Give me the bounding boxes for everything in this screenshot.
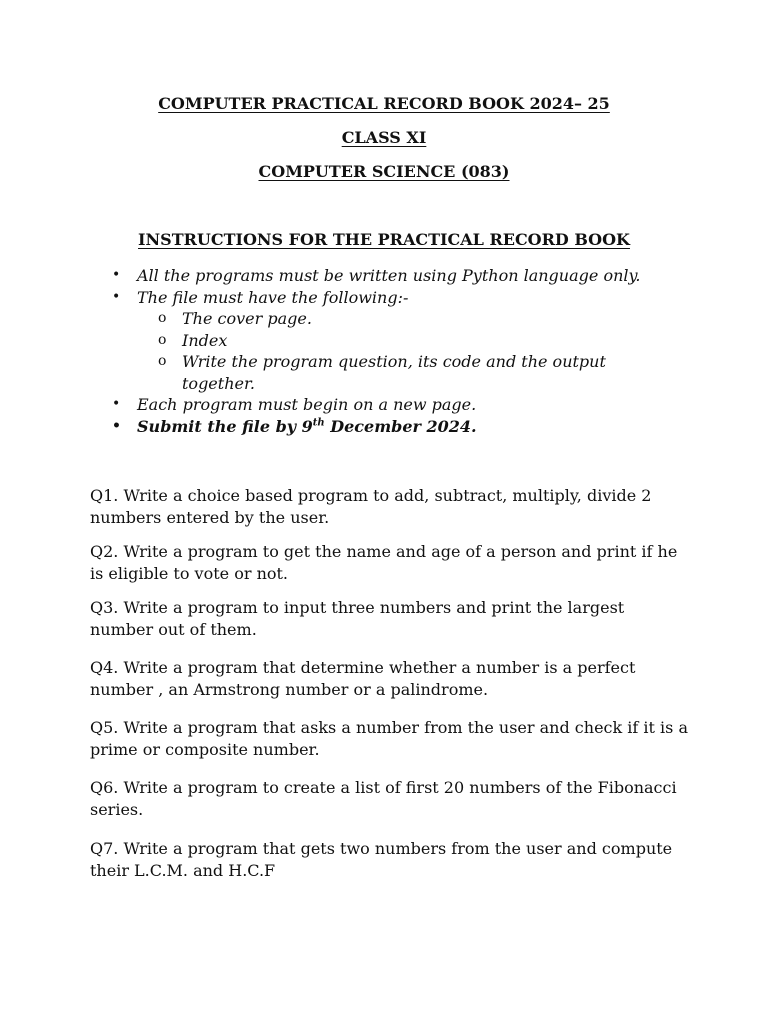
instruction-item bbox=[108, 265, 708, 287]
submission-deadline-prefix: Submit the file by 9 bbox=[137, 416, 313, 436]
subject-heading bbox=[0, 162, 768, 182]
submission-deadline-item bbox=[108, 416, 708, 438]
instructions-heading-text: INSTRUCTIONS FOR THE PRACTICAL RECORD BOOK bbox=[138, 230, 630, 249]
sub-instruction-item bbox=[137, 330, 622, 352]
ordinal-suffix: th bbox=[312, 417, 325, 429]
submission-deadline-suffix: December 2024. bbox=[324, 416, 477, 436]
bullet-icon: • bbox=[112, 267, 121, 283]
document-title bbox=[0, 94, 768, 114]
bullet-icon: • bbox=[112, 417, 121, 434]
instruction-item bbox=[108, 394, 708, 416]
subject-heading-text: COMPUTER SCIENCE (083) bbox=[258, 162, 510, 181]
sub-instruction-text: Index bbox=[182, 330, 228, 350]
circle-bullet-icon: o bbox=[158, 331, 167, 348]
question-1: Q1. Write a choice based program to add, subtract, multiply, divide 2 numbers entered by the user. bbox=[90, 486, 652, 527]
circle-bullet-icon: o bbox=[158, 310, 167, 326]
sub-instruction-item bbox=[137, 308, 622, 330]
question-7: Q7. Write a program that gets two numbers from the user and compute their L.C.M. and H.C.F bbox=[90, 839, 673, 880]
sub-instruction-text: Write the program question, its code and the output together. bbox=[182, 352, 606, 393]
instructions-list bbox=[108, 265, 708, 437]
class-heading bbox=[0, 128, 768, 148]
question-6: Q6. Write a program to create a list of first 20 numbers of the Fibonacci series. bbox=[90, 778, 677, 819]
instruction-text: The file must have the following:- bbox=[137, 287, 409, 307]
circle-bullet-icon: o bbox=[158, 353, 167, 369]
bullet-icon: • bbox=[112, 288, 121, 305]
instruction-sublist bbox=[137, 308, 708, 394]
question-3: Q3. Write a program to input three numbers and print the largest number out of them. bbox=[90, 598, 625, 639]
question-5: Q5. Write a program that asks a number from the user and check if it is a prime or composite number. bbox=[90, 718, 688, 759]
class-heading-text: CLASS XI bbox=[341, 128, 427, 147]
document-title-text: COMPUTER PRACTICAL RECORD BOOK 2024– 25 bbox=[158, 94, 610, 113]
instruction-text: All the programs must be written using Python language only. bbox=[137, 266, 641, 285]
question-2: Q2. Write a program to get the name and age of a person and print if he is eligible to vote or not. bbox=[90, 542, 678, 583]
question-4: Q4. Write a program that determine whether a number is a perfect number , an Armstrong number or a palindrome. bbox=[90, 658, 636, 699]
sub-instruction-item bbox=[137, 351, 622, 394]
bullet-icon: • bbox=[112, 396, 121, 412]
sub-instruction-text: The cover page. bbox=[182, 309, 312, 328]
instructions-heading bbox=[0, 230, 768, 250]
instruction-item bbox=[108, 287, 708, 395]
instruction-text: Each program must begin on a new page. bbox=[137, 395, 477, 414]
